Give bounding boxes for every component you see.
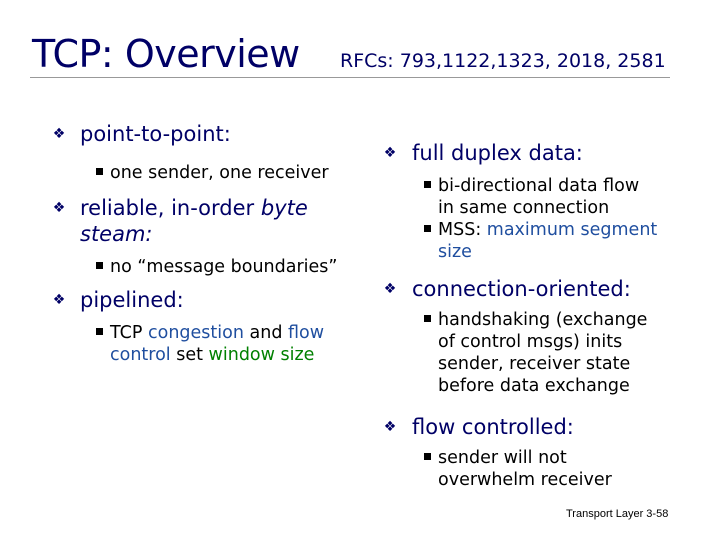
diamond-bullet-icon: ❖ bbox=[383, 281, 397, 297]
point-to-point-sub bbox=[96, 162, 329, 184]
pipelined-sub bbox=[96, 322, 324, 366]
square-bullet-icon bbox=[96, 168, 103, 175]
flow-controlled-heading: flow controlled: bbox=[412, 415, 574, 439]
square-bullet-icon bbox=[424, 453, 431, 460]
title-divider bbox=[30, 77, 670, 78]
square-bullet-icon bbox=[424, 315, 431, 322]
diamond-bullet-icon: ❖ bbox=[383, 419, 397, 435]
rfc-list: RFCs: 793,1122,1323, 2018, 2581 bbox=[340, 50, 666, 72]
full-duplex-sub-1 bbox=[424, 175, 639, 219]
pipelined-sub-t1: TCP bbox=[110, 323, 148, 343]
slide-footer: Transport Layer 3-58 bbox=[566, 508, 669, 520]
duplex-sub1-line2: in same connection bbox=[438, 198, 610, 218]
slide-title: TCP: Overview bbox=[32, 32, 300, 76]
square-bullet-icon bbox=[96, 262, 103, 269]
conn-sub-line3: sender, receiver state bbox=[438, 354, 631, 374]
full-duplex-sub-2 bbox=[424, 219, 657, 263]
reliable-sub-text: no “message boundaries” bbox=[110, 257, 338, 277]
reliable-heading-c: steam: bbox=[80, 222, 153, 246]
diamond-bullet-icon: ❖ bbox=[52, 292, 66, 308]
pipelined-heading: pipelined: bbox=[80, 288, 184, 312]
diamond-bullet-icon: ❖ bbox=[383, 145, 397, 161]
flow-sub-line1: sender will not bbox=[438, 448, 567, 468]
diamond-bullet-icon: ❖ bbox=[52, 200, 66, 216]
flow-controlled-sub bbox=[424, 447, 612, 491]
reliable-sub bbox=[96, 256, 337, 278]
connection-oriented-heading: connection-oriented: bbox=[412, 277, 631, 301]
pipelined-sub-congestion: congestion bbox=[148, 323, 244, 343]
point-to-point-heading: point-to-point: bbox=[80, 122, 231, 146]
pipelined-sub-t6: set bbox=[170, 345, 209, 365]
diamond-bullet-icon: ❖ bbox=[52, 126, 66, 142]
square-bullet-icon bbox=[424, 225, 431, 232]
pipelined-sub-window-size: window size bbox=[208, 345, 315, 365]
square-bullet-icon bbox=[96, 328, 103, 335]
pipelined-sub-t3: and bbox=[243, 323, 288, 343]
mss-label: MSS: bbox=[438, 220, 487, 240]
conn-sub-line4: before data exchange bbox=[438, 376, 630, 396]
mss-definition: maximum segment bbox=[486, 220, 658, 240]
square-bullet-icon bbox=[424, 181, 431, 188]
p2p-sub-text: one sender, one receiver bbox=[110, 163, 329, 183]
conn-sub-line2: of control msgs) inits bbox=[438, 332, 623, 352]
reliable-heading bbox=[80, 195, 308, 247]
flow-sub-line2: overwhelm receiver bbox=[438, 470, 612, 490]
full-duplex-heading: full duplex data: bbox=[412, 141, 583, 165]
reliable-heading-a: reliable, in-order bbox=[80, 196, 261, 220]
pipelined-sub-control: control bbox=[110, 345, 171, 365]
duplex-sub1-line1: bi-directional data flow bbox=[438, 176, 640, 196]
connection-oriented-sub bbox=[424, 309, 647, 397]
reliable-heading-b: byte bbox=[260, 196, 308, 220]
pipelined-sub-flow: flow bbox=[288, 323, 325, 343]
mss-definition-cont: size bbox=[438, 242, 472, 262]
conn-sub-line1: handshaking (exchange bbox=[438, 310, 648, 330]
